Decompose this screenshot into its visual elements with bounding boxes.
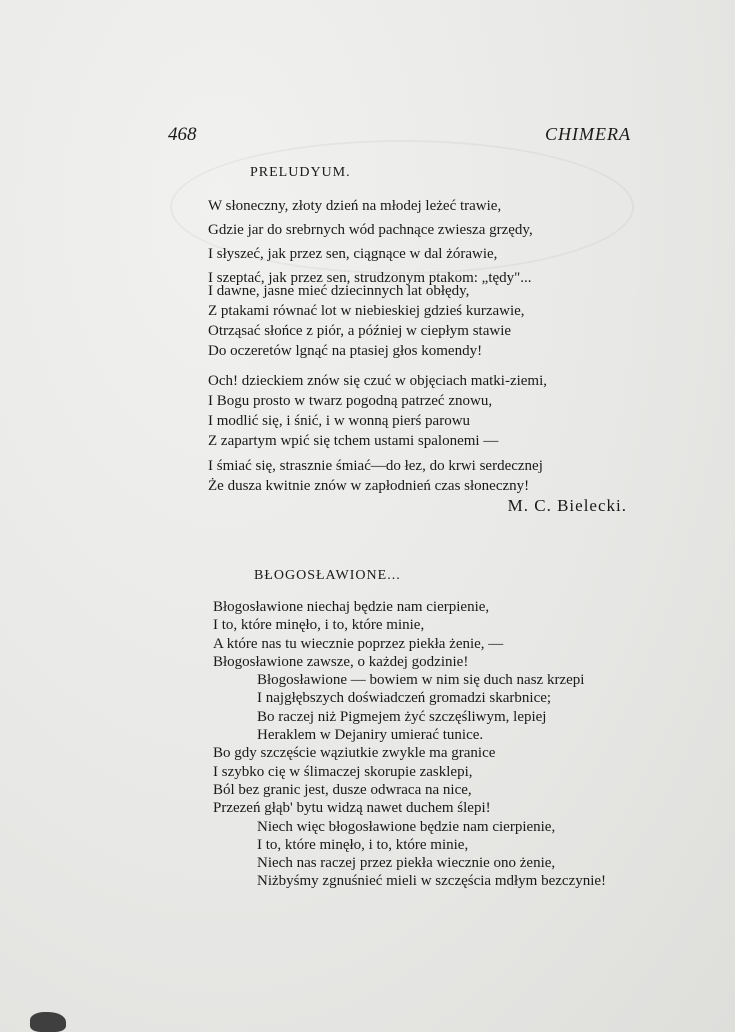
verse-line: I śmiać się, strasznie śmiać—do łez, do krwi serdecznej [208, 458, 543, 474]
poem1-stanza-4 [208, 456, 543, 496]
verse-line: I szybko cię w ślimaczej skorupie zasklepi, [213, 763, 473, 780]
verse-line: Do oczeretów lgnąć na ptasiej głos komendy! [208, 343, 483, 359]
verse-line: Z ptakami równać lot w niebieskiej gdzieś kurzawie, [208, 303, 525, 319]
page-number: 468 [168, 124, 197, 145]
verse-line: Heraklem w Dejaniry umierać tunice. [257, 727, 484, 744]
poem2-title: BŁOGOSŁAWIONE... [254, 568, 401, 583]
verse-line: Bo gdy szczęście wąziutkie zwykle ma granice [213, 745, 496, 762]
verse-line: I modlić się, i śnić, i w wonną pierś parowu [208, 413, 471, 429]
poem2-body [213, 598, 606, 891]
verse-line: W słoneczny, złoty dzień na młodej leżeć trawie, [208, 198, 502, 214]
ink-smudge [30, 1012, 66, 1032]
author-signature: M. C. Bielecki. [507, 496, 627, 515]
poem1-stanza-3 [208, 371, 547, 451]
verse-line: Błogosławione niechaj będzie nam cierpienie, [213, 599, 490, 615]
verse-line: Że dusza kwitnie znów w zapłodnień czas słoneczny! [208, 478, 530, 494]
poem1-stanza-2 [208, 281, 525, 361]
verse-line: A które nas tu wiecznie poprzez piekła żenie, — [213, 635, 504, 652]
verse-line: Błogosławione — bowiem w nim się duch nasz krzepi [257, 672, 585, 689]
verse-line: I słyszeć, jak przez sen, ciągnące w dal żórawie, [208, 246, 498, 262]
verse-line: Błogosławione zawsze, o każdej godzinie! [213, 653, 469, 670]
verse-line: I najgłębszych doświadczeń gromadzi skarbnice; [257, 690, 552, 707]
verse-line: Och! dzieckiem znów się czuć w objęciach matki-ziemi, [208, 373, 548, 389]
verse-line: Bo raczej niż Pigmejem żyć szczęśliwym, lepiej [257, 708, 547, 725]
verse-line: Ból bez granic jest, dusze odwraca na nice, [213, 781, 472, 798]
verse-line: I Bogu prosto w twarz pogodną patrzeć znowu, [208, 393, 493, 409]
verse-line: I dawne, jasne mieć dziecinnych lat obłędy, [208, 283, 470, 299]
poem1-stanza-1 [208, 194, 533, 290]
verse-line: Otrząsać słońce z piór, a później w ciepłym stawie [208, 323, 512, 339]
verse-line: Gdzie jar do srebrnych wód pachnące zwiesza grzędy, [208, 222, 533, 238]
verse-line: Niech nas raczej przez piekła wiecznie ono żenie, [257, 855, 556, 872]
verse-line: I to, które minęło, i to, które minie, [213, 617, 425, 634]
verse-line: I to, które minęło, i to, które minie, [257, 836, 469, 853]
poem1-title: PRELUDYUM. [250, 165, 351, 180]
verse-line: Z zapartym wpić się tchem ustami spalonemi — [208, 433, 499, 449]
running-title: CHIMERA [545, 124, 631, 144]
verse-line: Niech więc błogosławione będzie nam cierpienie, [257, 818, 556, 835]
verse-line: Przezeń głąb' bytu widzą nawet duchem ślepi! [213, 800, 491, 817]
verse-line: Niżbyśmy zgnuśnieć mieli w szczęścia mdłym bezczynie! [257, 873, 607, 890]
verse-line: I szeptać, jak przez sen, strudzonym ptakom: „tędy"... [208, 270, 532, 286]
